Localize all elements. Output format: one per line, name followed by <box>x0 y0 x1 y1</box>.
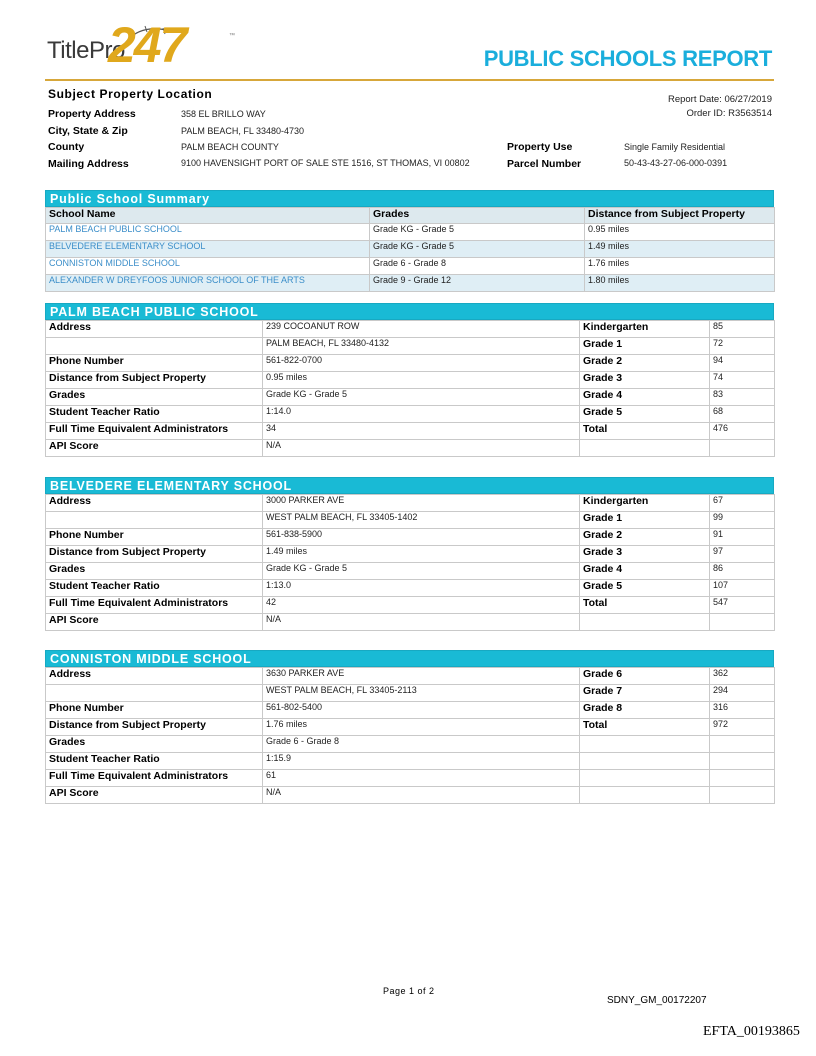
school-row <box>46 702 775 719</box>
school-section <box>45 477 774 631</box>
school-table <box>45 320 775 457</box>
bates-stamp: SDNY_GM_00172207 <box>607 995 707 1006</box>
summary-row <box>46 241 775 258</box>
grade-count: 362 <box>710 668 775 685</box>
grade-count <box>710 736 775 753</box>
property-use-value: Single Family Residential <box>624 142 726 152</box>
school-row <box>46 719 775 736</box>
field-label: Grades <box>46 389 263 406</box>
summary-cell: 1.76 miles <box>585 258 775 275</box>
field-value: 1:15.9 <box>263 753 580 770</box>
grade-label <box>580 770 710 787</box>
grade-label: Grade 2 <box>580 529 710 546</box>
field-label: Full Time Equivalent Administrators <box>46 597 263 614</box>
grade-label: Grade 1 <box>580 512 710 529</box>
school-title: BELVEDERE ELEMENTARY SCHOOL <box>45 477 774 494</box>
field-label <box>46 512 263 529</box>
field-value: Grade KG - Grade 5 <box>263 563 580 580</box>
county-value: PALM BEACH COUNTY <box>181 142 279 152</box>
school-section <box>45 650 774 804</box>
grade-label <box>580 753 710 770</box>
summary-cell: 1.49 miles <box>585 241 775 258</box>
summary-cell: Grade KG - Grade 5 <box>370 224 585 241</box>
grade-label: Grade 1 <box>580 338 710 355</box>
field-label: Student Teacher Ratio <box>46 406 263 423</box>
school-row <box>46 580 775 597</box>
grade-count: 99 <box>710 512 775 529</box>
field-value: Grade 6 - Grade 8 <box>263 736 580 753</box>
field-value: WEST PALM BEACH, FL 33405-2113 <box>263 685 580 702</box>
field-value: 1.76 miles <box>263 719 580 736</box>
field-label: Student Teacher Ratio <box>46 580 263 597</box>
field-value: 3630 PARKER AVE <box>263 668 580 685</box>
grade-label: Total <box>580 423 710 440</box>
field-value: 1.49 miles <box>263 546 580 563</box>
school-row <box>46 529 775 546</box>
grade-label: Grade 3 <box>580 546 710 563</box>
page-number: Page 1 of 2 <box>383 986 435 996</box>
summary-header-cell: Grades <box>370 208 585 224</box>
grade-count <box>710 440 775 457</box>
school-row <box>46 512 775 529</box>
summary-title: Public School Summary <box>45 190 774 207</box>
grade-count: 72 <box>710 338 775 355</box>
grade-label: Grade 7 <box>580 685 710 702</box>
field-label <box>46 338 263 355</box>
school-title: PALM BEACH PUBLIC SCHOOL <box>45 303 774 320</box>
summary-section <box>45 190 774 292</box>
grade-label: Grade 3 <box>580 372 710 389</box>
grade-count: 91 <box>710 529 775 546</box>
field-label: Full Time Equivalent Administrators <box>46 770 263 787</box>
school-row <box>46 668 775 685</box>
grade-count <box>710 787 775 804</box>
summary-row <box>46 275 775 292</box>
property-address-value: 358 EL BRILLO WAY <box>181 109 266 119</box>
summary-table <box>45 207 775 292</box>
field-label: Address <box>46 321 263 338</box>
school-table <box>45 494 775 631</box>
school-title: CONNISTON MIDDLE SCHOOL <box>45 650 774 667</box>
field-label: API Score <box>46 614 263 631</box>
grade-count: 67 <box>710 495 775 512</box>
county-label: County <box>48 141 85 153</box>
field-value: PALM BEACH, FL 33480-4132 <box>263 338 580 355</box>
city-value: PALM BEACH, FL 33480-4730 <box>181 126 305 136</box>
summary-row <box>46 258 775 275</box>
field-label: Distance from Subject Property <box>46 546 263 563</box>
field-label: API Score <box>46 787 263 804</box>
header-rule <box>45 79 774 81</box>
grade-label: Kindergarten <box>580 321 710 338</box>
field-value: 61 <box>263 770 580 787</box>
grade-label: Total <box>580 719 710 736</box>
grade-label: Grade 4 <box>580 389 710 406</box>
school-link[interactable]: PALM BEACH PUBLIC SCHOOL <box>46 224 370 241</box>
grade-count: 316 <box>710 702 775 719</box>
grade-count: 97 <box>710 546 775 563</box>
school-row <box>46 563 775 580</box>
grade-label: Grade 8 <box>580 702 710 719</box>
summary-header-cell: Distance from Subject Property <box>585 208 775 224</box>
report-title: PUBLIC SCHOOLS REPORT <box>483 46 772 71</box>
property-use-label: Property Use <box>507 141 573 153</box>
report-date: Report Date: 06/27/2019 <box>667 94 772 105</box>
grade-count: 86 <box>710 563 775 580</box>
grade-count: 972 <box>710 719 775 736</box>
parcel-label: Parcel Number <box>507 158 582 170</box>
school-row <box>46 770 775 787</box>
grade-count: 476 <box>710 423 775 440</box>
grade-label <box>580 736 710 753</box>
field-label: Student Teacher Ratio <box>46 753 263 770</box>
field-label: Phone Number <box>46 529 263 546</box>
order-id: Order ID: R3563514 <box>686 108 772 119</box>
field-value: WEST PALM BEACH, FL 33405-1402 <box>263 512 580 529</box>
school-link[interactable]: ALEXANDER W DREYFOOS JUNIOR SCHOOL OF THE ARTS <box>46 275 370 292</box>
mailing-value: 9100 HAVENSIGHT PORT OF SALE STE 1516, ST THOMAS, VI 00802 <box>181 158 470 168</box>
school-row <box>46 355 775 372</box>
grade-count <box>710 614 775 631</box>
field-label: Phone Number <box>46 355 263 372</box>
field-value: 239 COCOANUT ROW <box>263 321 580 338</box>
field-label: Grades <box>46 563 263 580</box>
field-label: API Score <box>46 440 263 457</box>
school-row <box>46 495 775 512</box>
grade-label: Grade 2 <box>580 355 710 372</box>
school-row <box>46 753 775 770</box>
school-link[interactable]: BELVEDERE ELEMENTARY SCHOOL <box>46 241 370 258</box>
grade-count: 85 <box>710 321 775 338</box>
field-value: 42 <box>263 597 580 614</box>
summary-header-cell: School Name <box>46 208 370 224</box>
grade-label <box>580 787 710 804</box>
school-row <box>46 546 775 563</box>
school-row <box>46 440 775 457</box>
logo-text: TitlePro <box>47 37 125 64</box>
school-row <box>46 372 775 389</box>
grade-count: 94 <box>710 355 775 372</box>
field-value: 1:13.0 <box>263 580 580 597</box>
field-value: N/A <box>263 614 580 631</box>
school-section <box>45 303 774 457</box>
property-address-label: Property Address <box>48 108 136 120</box>
summary-header-row <box>46 208 775 224</box>
school-row <box>46 406 775 423</box>
grade-count: 74 <box>710 372 775 389</box>
field-label <box>46 685 263 702</box>
summary-cell: Grade 9 - Grade 12 <box>370 275 585 292</box>
summary-cell: Grade KG - Grade 5 <box>370 241 585 258</box>
school-row <box>46 614 775 631</box>
school-row <box>46 423 775 440</box>
summary-cell: 0.95 miles <box>585 224 775 241</box>
field-value: 0.95 miles <box>263 372 580 389</box>
summary-row <box>46 224 775 241</box>
field-value: 1:14.0 <box>263 406 580 423</box>
school-row <box>46 597 775 614</box>
parcel-value: 50-43-43-27-06-000-0391 <box>624 158 728 168</box>
field-label: Distance from Subject Property <box>46 372 263 389</box>
grade-label: Total <box>580 597 710 614</box>
school-table <box>45 667 775 804</box>
school-row <box>46 338 775 355</box>
grade-count: 107 <box>710 580 775 597</box>
logo-number: 247 <box>108 17 186 73</box>
grade-label <box>580 614 710 631</box>
grade-count <box>710 770 775 787</box>
field-value: 561-802-5400 <box>263 702 580 719</box>
field-value: N/A <box>263 440 580 457</box>
school-row <box>46 787 775 804</box>
grade-label: Grade 4 <box>580 563 710 580</box>
field-value: 34 <box>263 423 580 440</box>
field-value: 561-822-0700 <box>263 355 580 372</box>
summary-cell: Grade 6 - Grade 8 <box>370 258 585 275</box>
grade-count: 83 <box>710 389 775 406</box>
school-row <box>46 685 775 702</box>
field-value: N/A <box>263 787 580 804</box>
field-label: Address <box>46 668 263 685</box>
city-label: City, State & Zip <box>48 125 128 137</box>
field-label: Grades <box>46 736 263 753</box>
school-link[interactable]: CONNISTON MIDDLE SCHOOL <box>46 258 370 275</box>
grade-count <box>710 753 775 770</box>
field-label: Distance from Subject Property <box>46 719 263 736</box>
field-value: 561-838-5900 <box>263 529 580 546</box>
subject-title: Subject Property Location <box>48 87 213 101</box>
grade-count: 294 <box>710 685 775 702</box>
field-label: Phone Number <box>46 702 263 719</box>
mailing-label: Mailing Address <box>48 158 129 170</box>
grade-label <box>580 440 710 457</box>
efta-stamp: EFTA_00193865 <box>703 1024 800 1039</box>
field-label: Full Time Equivalent Administrators <box>46 423 263 440</box>
field-value: 3000 PARKER AVE <box>263 495 580 512</box>
grade-count: 68 <box>710 406 775 423</box>
field-label: Address <box>46 495 263 512</box>
logo-trademark: ™ <box>229 33 235 39</box>
school-row <box>46 736 775 753</box>
grade-count: 547 <box>710 597 775 614</box>
field-value: Grade KG - Grade 5 <box>263 389 580 406</box>
summary-cell: 1.80 miles <box>585 275 775 292</box>
grade-label: Kindergarten <box>580 495 710 512</box>
grade-label: Grade 5 <box>580 406 710 423</box>
grade-label: Grade 5 <box>580 580 710 597</box>
school-row <box>46 321 775 338</box>
grade-label: Grade 6 <box>580 668 710 685</box>
school-row <box>46 389 775 406</box>
